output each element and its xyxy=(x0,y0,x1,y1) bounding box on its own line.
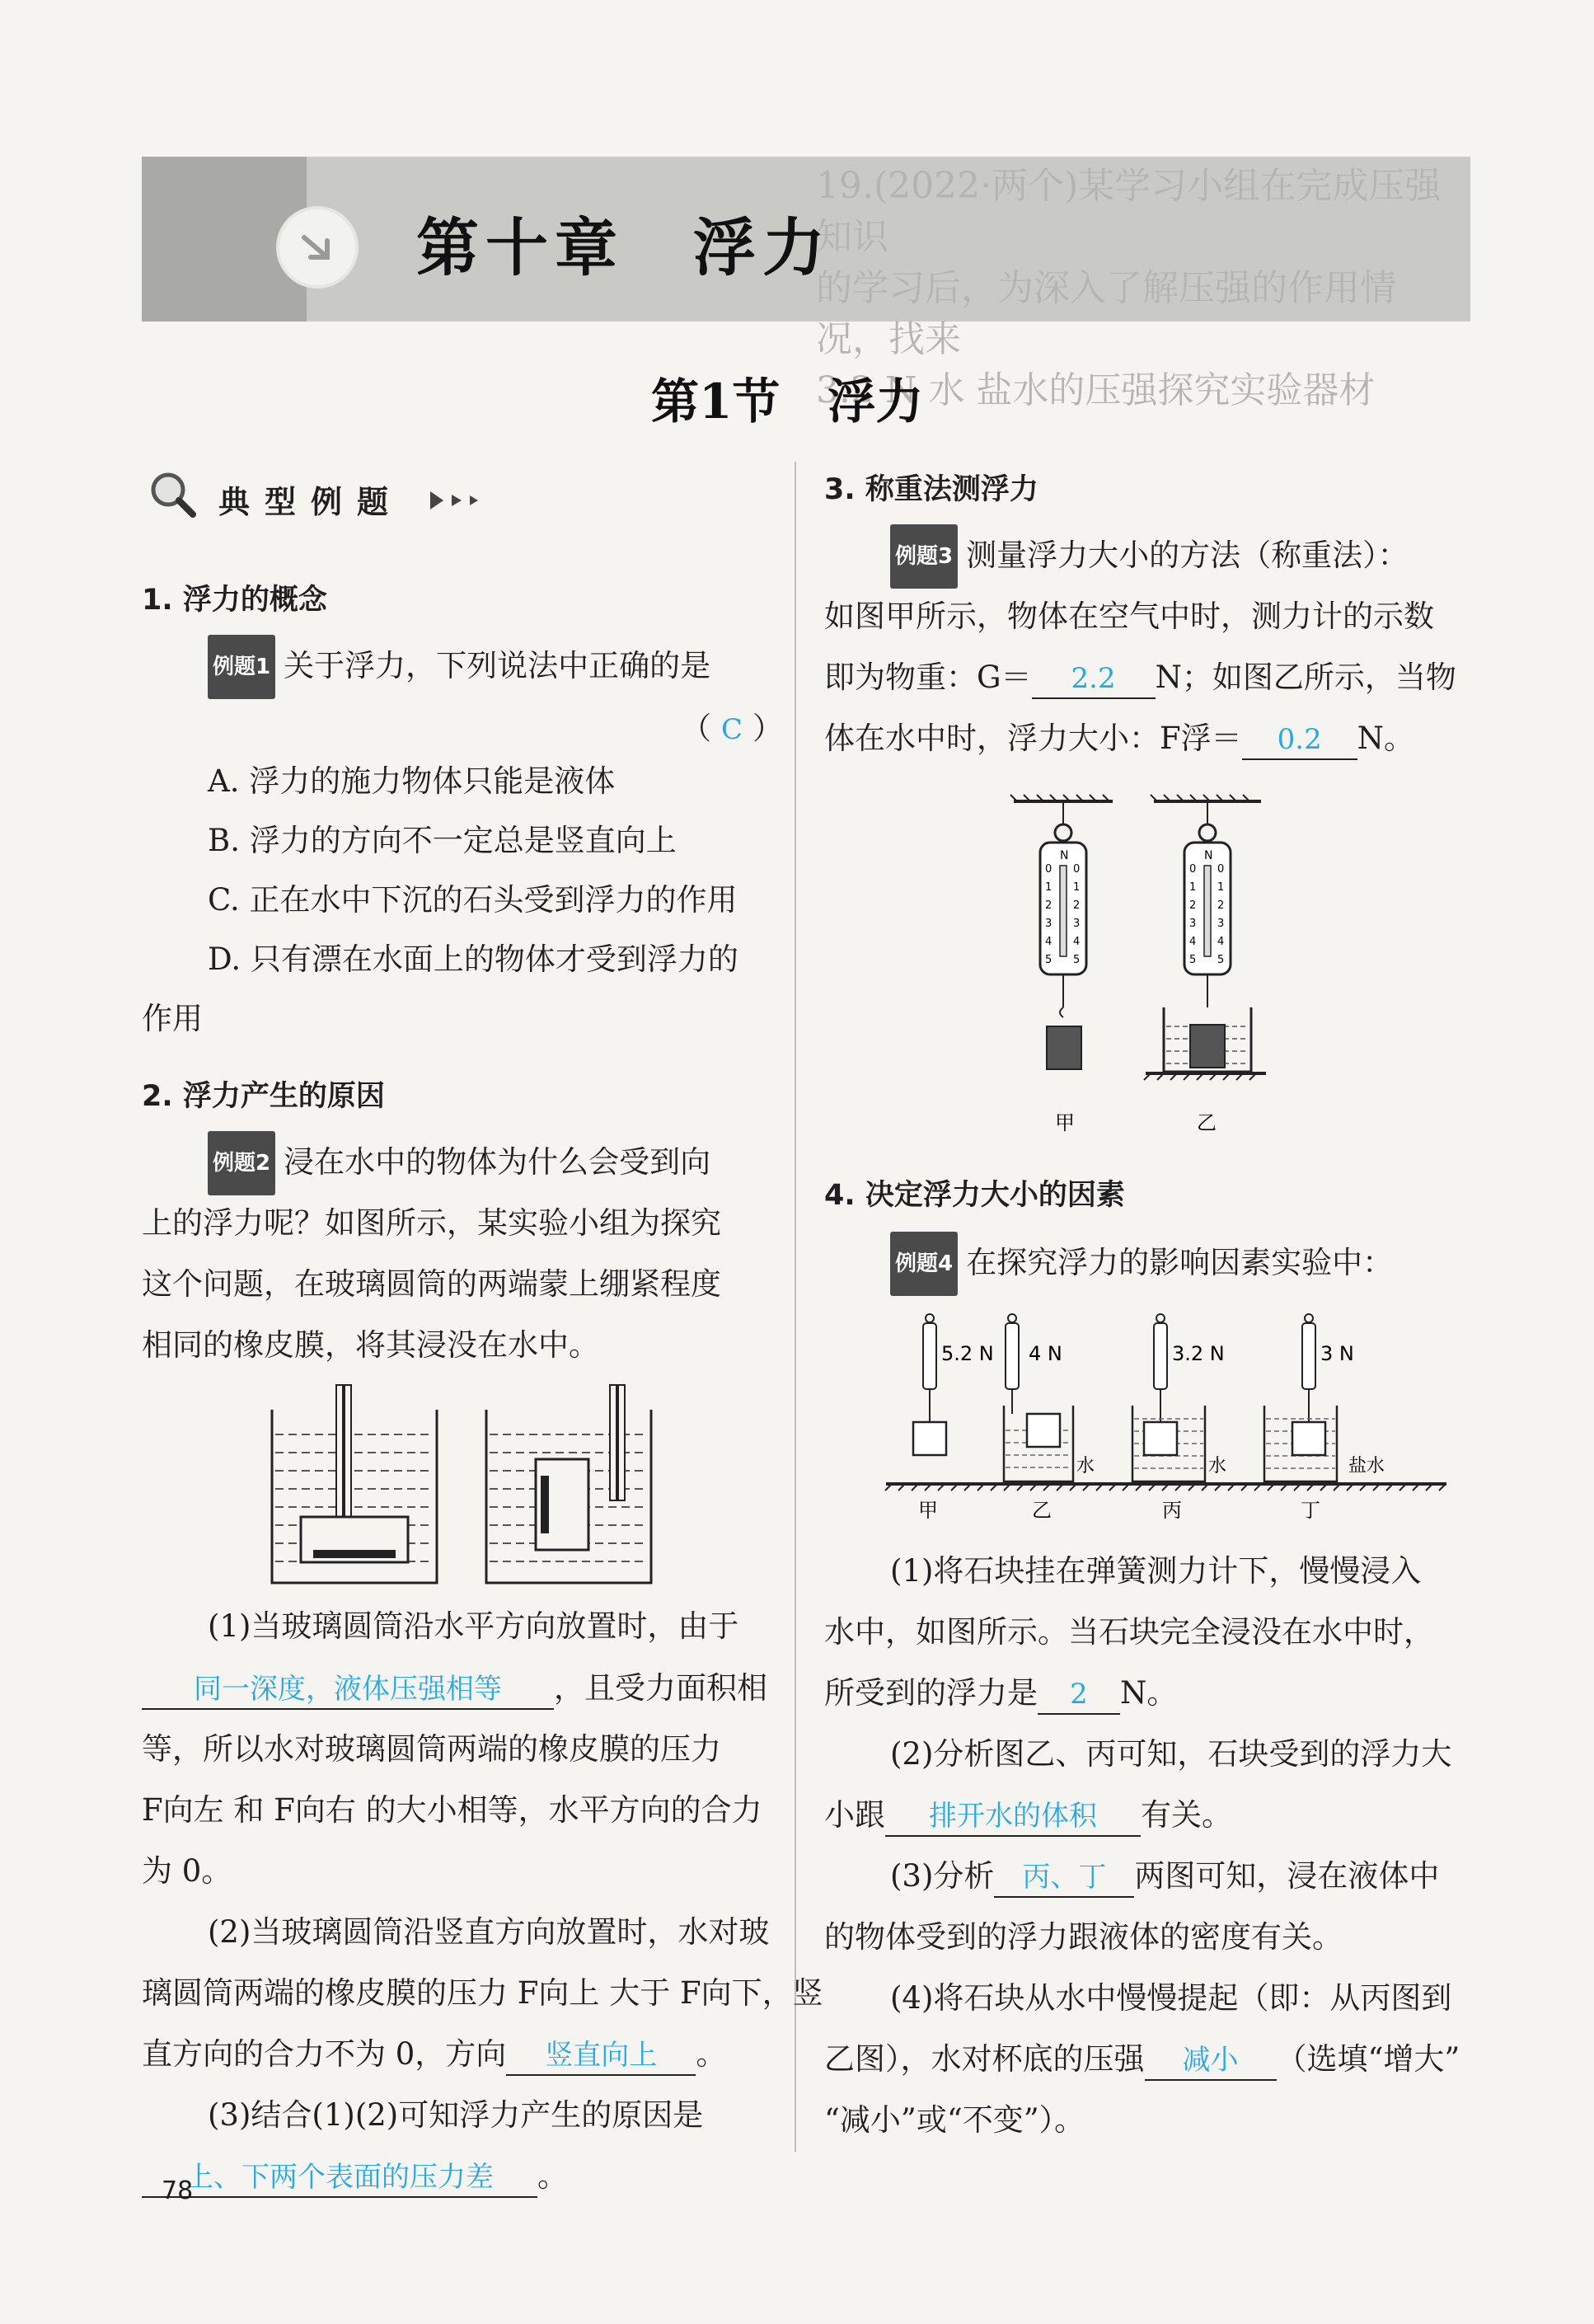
scale-tick: 0 xyxy=(1217,863,1225,876)
example-badge: 例题4 xyxy=(890,1232,958,1296)
example-2-line-2: 上的浮力呢？如图所示，某实验小组为探究 xyxy=(142,1205,721,1241)
ex4-q3-answer: 丙、丁 xyxy=(994,1858,1134,1898)
example-2-text: 浸在水中的物体为什么会受到向 xyxy=(284,1144,711,1180)
option-c: C. 正在水中下沉的石头受到浮力的作用 xyxy=(208,882,738,918)
example-3-line-4-head: 体在水中时，浮力大小：F浮＝ xyxy=(824,721,1242,756)
scale-tick: 0 xyxy=(1045,863,1053,876)
scale-jia xyxy=(1010,795,1113,1134)
scale-tick: 5 xyxy=(1045,954,1053,966)
reading-jia: 5.2 N xyxy=(941,1342,994,1365)
heading-buoyancy-concept: 1. 浮力的概念 xyxy=(142,584,327,617)
example-badge: 例题1 xyxy=(208,635,275,699)
option-b: B. 浮力的方向不一定总是竖直向上 xyxy=(208,823,677,858)
figure-label-bing: 丙 xyxy=(1162,1499,1182,1522)
figure-label-ding: 丁 xyxy=(1301,1499,1320,1522)
triple-arrow-icon xyxy=(429,488,495,516)
example-badge: 例题2 xyxy=(208,1131,275,1195)
example-3-line-3 xyxy=(824,646,1456,709)
scale-tick: 5 xyxy=(1189,954,1197,966)
ex4-q1-line-2: 水中，如图所示。当石块完全浸没在水中时， xyxy=(824,1614,1434,1650)
scale-unit-label: N xyxy=(1060,849,1069,862)
example-4-line-1 xyxy=(890,1232,1393,1296)
q2-line-3-tail: 。 xyxy=(696,2036,727,2072)
ex4-q4-head: 乙图），水对杯底的压强 xyxy=(824,2041,1145,2077)
option-d: D. 只有漂在水面上的物体才受到浮力的 xyxy=(208,941,738,977)
example-3-line-4-tail: N。 xyxy=(1357,721,1415,756)
scale-tick: 2 xyxy=(1217,899,1225,912)
ex4-q4-tail: （选填“增大” xyxy=(1276,2041,1460,2077)
liquid-label: 水 xyxy=(1208,1456,1227,1477)
spring-scale-figure xyxy=(1006,791,1269,1149)
example-2-line-4: 相同的橡皮膜，将其浸没在水中。 xyxy=(142,1327,599,1363)
typical-examples-header: 典型例题 xyxy=(218,484,404,520)
scale-tick: 1 xyxy=(1189,881,1197,894)
magnifier-icon xyxy=(148,470,198,519)
option-a: A. 浮力的施力物体只能是液体 xyxy=(208,763,616,799)
liquid-label: 水 xyxy=(1076,1456,1095,1477)
ex4-q2-head: 小跟 xyxy=(824,1797,885,1833)
figure-label-jia: 甲 xyxy=(1055,1111,1075,1134)
example-3-line-3-tail: N；如图乙所示，当物 xyxy=(1155,660,1456,695)
banner-bg-line: 的学习后，为深入了解压强的作用情况，找来 xyxy=(816,267,1396,360)
reading-yi: 4 N xyxy=(1029,1342,1062,1365)
heading-buoyancy-cause: 2. 浮力产生的原因 xyxy=(142,1080,385,1113)
page-number: 78 xyxy=(162,2176,194,2205)
ex4-q4-line-1: (4)将石块从水中慢慢提起（即：从丙图到 xyxy=(890,1980,1452,2016)
bracket-left: （ xyxy=(681,711,711,746)
banner-background-text xyxy=(816,161,1467,411)
scale-tick: 5 xyxy=(1217,954,1225,966)
scale-tick: 3 xyxy=(1073,918,1081,930)
liquid-label: 盐水 xyxy=(1348,1456,1385,1477)
scale-tick: 1 xyxy=(1073,881,1081,894)
scale-tick: 4 xyxy=(1073,936,1081,948)
scale-tick: 0 xyxy=(1073,863,1081,876)
example-3-text: 测量浮力大小的方法（称重法）： xyxy=(966,538,1409,573)
heading-buoyancy-factors: 4. 决定浮力大小的因素 xyxy=(824,1179,1125,1212)
ex4-q2-line-2 xyxy=(824,1784,1232,1847)
q2-line-2: 璃圆筒两端的橡皮膜的压力 F向上 大于 F向下，竖 xyxy=(142,1975,823,2011)
arrow-icon xyxy=(276,206,359,289)
ex4-q3-head: (3)分析 xyxy=(890,1858,995,1894)
example-3-line-1 xyxy=(890,524,1409,589)
ex4-q2-tail: 有关。 xyxy=(1141,1797,1232,1833)
q1-line-3: 等，所以水对玻璃圆筒两端的橡皮膜的压力 xyxy=(142,1731,721,1767)
example-3-answer-weight: 2.2 xyxy=(1032,660,1156,699)
figure-label-yi: 乙 xyxy=(1197,1111,1217,1134)
figure-label-jia: 甲 xyxy=(918,1499,938,1522)
ex4-q1-line-1: (1)将石块挂在弹簧测力计下，慢慢浸入 xyxy=(890,1553,1422,1589)
ex4-q1-line-3 xyxy=(824,1662,1177,1725)
q1-line-2-tail: ，且受力面积相 xyxy=(554,1670,767,1706)
scale-yi xyxy=(1144,795,1266,1134)
option-d-continued: 作用 xyxy=(142,1001,203,1036)
ex4-q3-line-1 xyxy=(890,1845,1439,1908)
glass-cylinder-figure xyxy=(264,1385,659,1594)
bracket-right: ） xyxy=(752,711,784,746)
ex4-q2-answer: 排开水的体积 xyxy=(885,1797,1141,1837)
scale-tick: 3 xyxy=(1217,918,1225,930)
q3-tail: 。 xyxy=(537,2158,568,2194)
example-3-line-3-head: 即为物重：G＝ xyxy=(824,660,1032,695)
scale-tick: 5 xyxy=(1073,954,1081,966)
scale-tick: 4 xyxy=(1189,936,1197,948)
example-3-line-2: 如图甲所示，物体在空气中时，测力计的示数 xyxy=(824,599,1434,634)
example-3-answer-buoyancy: 0.2 xyxy=(1242,721,1357,760)
example-1-stem xyxy=(208,635,710,699)
ex4-q3-line-2: 的物体受到的浮力跟液体的密度有关。 xyxy=(824,1919,1343,1955)
scale-tick: 2 xyxy=(1045,899,1053,912)
q1-line-1: (1)当玻璃圆筒沿水平方向放置时，由于 xyxy=(208,1608,739,1644)
scale-tick: 2 xyxy=(1073,899,1081,912)
example-badge: 例题3 xyxy=(890,524,958,589)
banner-bg-line: 3.2 N 水 盐水的压强探究实验器材 xyxy=(816,369,1376,411)
q1-line-4: F向左 和 F向右 的大小相等，水平方向的合力 xyxy=(142,1792,762,1828)
figure-label-yi: 乙 xyxy=(1032,1499,1052,1522)
q3-line-1: (3)结合(1)(2)可知浮力产生的原因是 xyxy=(208,2097,704,2133)
ex4-q4-line-3: “减小”或“不变”）。 xyxy=(824,2102,1085,2138)
ex4-q4-answer: 减小 xyxy=(1145,2041,1277,2081)
example-4-text: 在探究浮力的影响因素实验中： xyxy=(966,1245,1394,1280)
q2-line-3 xyxy=(142,2023,726,2086)
column-divider xyxy=(795,462,796,2152)
scale-unit-label: N xyxy=(1204,849,1213,862)
reading-ding: 3 N xyxy=(1320,1342,1354,1365)
scale-tick: 3 xyxy=(1045,918,1053,930)
buoyancy-factor-figure xyxy=(882,1307,1451,1533)
ex4-q1-head: 所受到的浮力是 xyxy=(824,1675,1038,1711)
scale-tick: 1 xyxy=(1217,881,1225,894)
ex4-q1-answer: 2 xyxy=(1038,1675,1120,1715)
scale-tick: 1 xyxy=(1045,881,1053,894)
scale-tick: 2 xyxy=(1189,899,1197,912)
q3-answer: 上、下两个表面的压力差 xyxy=(142,2158,537,2198)
scale-tick: 3 xyxy=(1189,918,1197,930)
example-1-answer-bracket xyxy=(681,697,783,761)
example-3-line-4 xyxy=(824,707,1414,770)
banner-bg-line: 19.(2022·两个)某学习小组在完成压强知识 xyxy=(816,165,1442,258)
reading-bing: 3.2 N xyxy=(1172,1342,1225,1365)
q2-line-3-head: 直方向的合力不为 0，方向 xyxy=(142,2036,507,2072)
example-2-line-3: 这个问题，在玻璃圆筒的两端蒙上绷紧程度 xyxy=(142,1266,721,1302)
heading-weighing-method: 3. 称重法测浮力 xyxy=(824,473,1038,506)
q3-line-2 xyxy=(142,2145,568,2208)
q1-line-2 xyxy=(142,1657,767,1720)
scale-tick: 4 xyxy=(1217,936,1225,948)
ex4-q2-line-1: (2)分析图乙、丙可知，石块受到的浮力大 xyxy=(890,1736,1452,1772)
q1-line-5: 为 0。 xyxy=(142,1853,232,1889)
example-1-answer: C xyxy=(721,713,743,746)
example-2-line-1 xyxy=(208,1131,710,1195)
example-1-text: 关于浮力，下列说法中正确的是 xyxy=(284,648,711,683)
q2-line-1: (2)当玻璃圆筒沿竖直方向放置时，水对玻 xyxy=(208,1914,770,1950)
ex4-q3-tail: 两图可知，浸在液体中 xyxy=(1134,1858,1440,1894)
q2-answer: 竖直向上 xyxy=(506,2036,696,2076)
ex4-q1-tail: N。 xyxy=(1120,1675,1178,1711)
scale-tick: 0 xyxy=(1189,863,1197,876)
ex4-q4-line-2 xyxy=(824,2028,1460,2091)
section-title: 第1节 浮力 xyxy=(651,373,924,430)
chapter-title: 第十章 浮力 xyxy=(416,211,832,284)
q1-answer: 同一深度，液体压强相等 xyxy=(142,1670,554,1710)
scale-tick: 4 xyxy=(1045,936,1053,948)
